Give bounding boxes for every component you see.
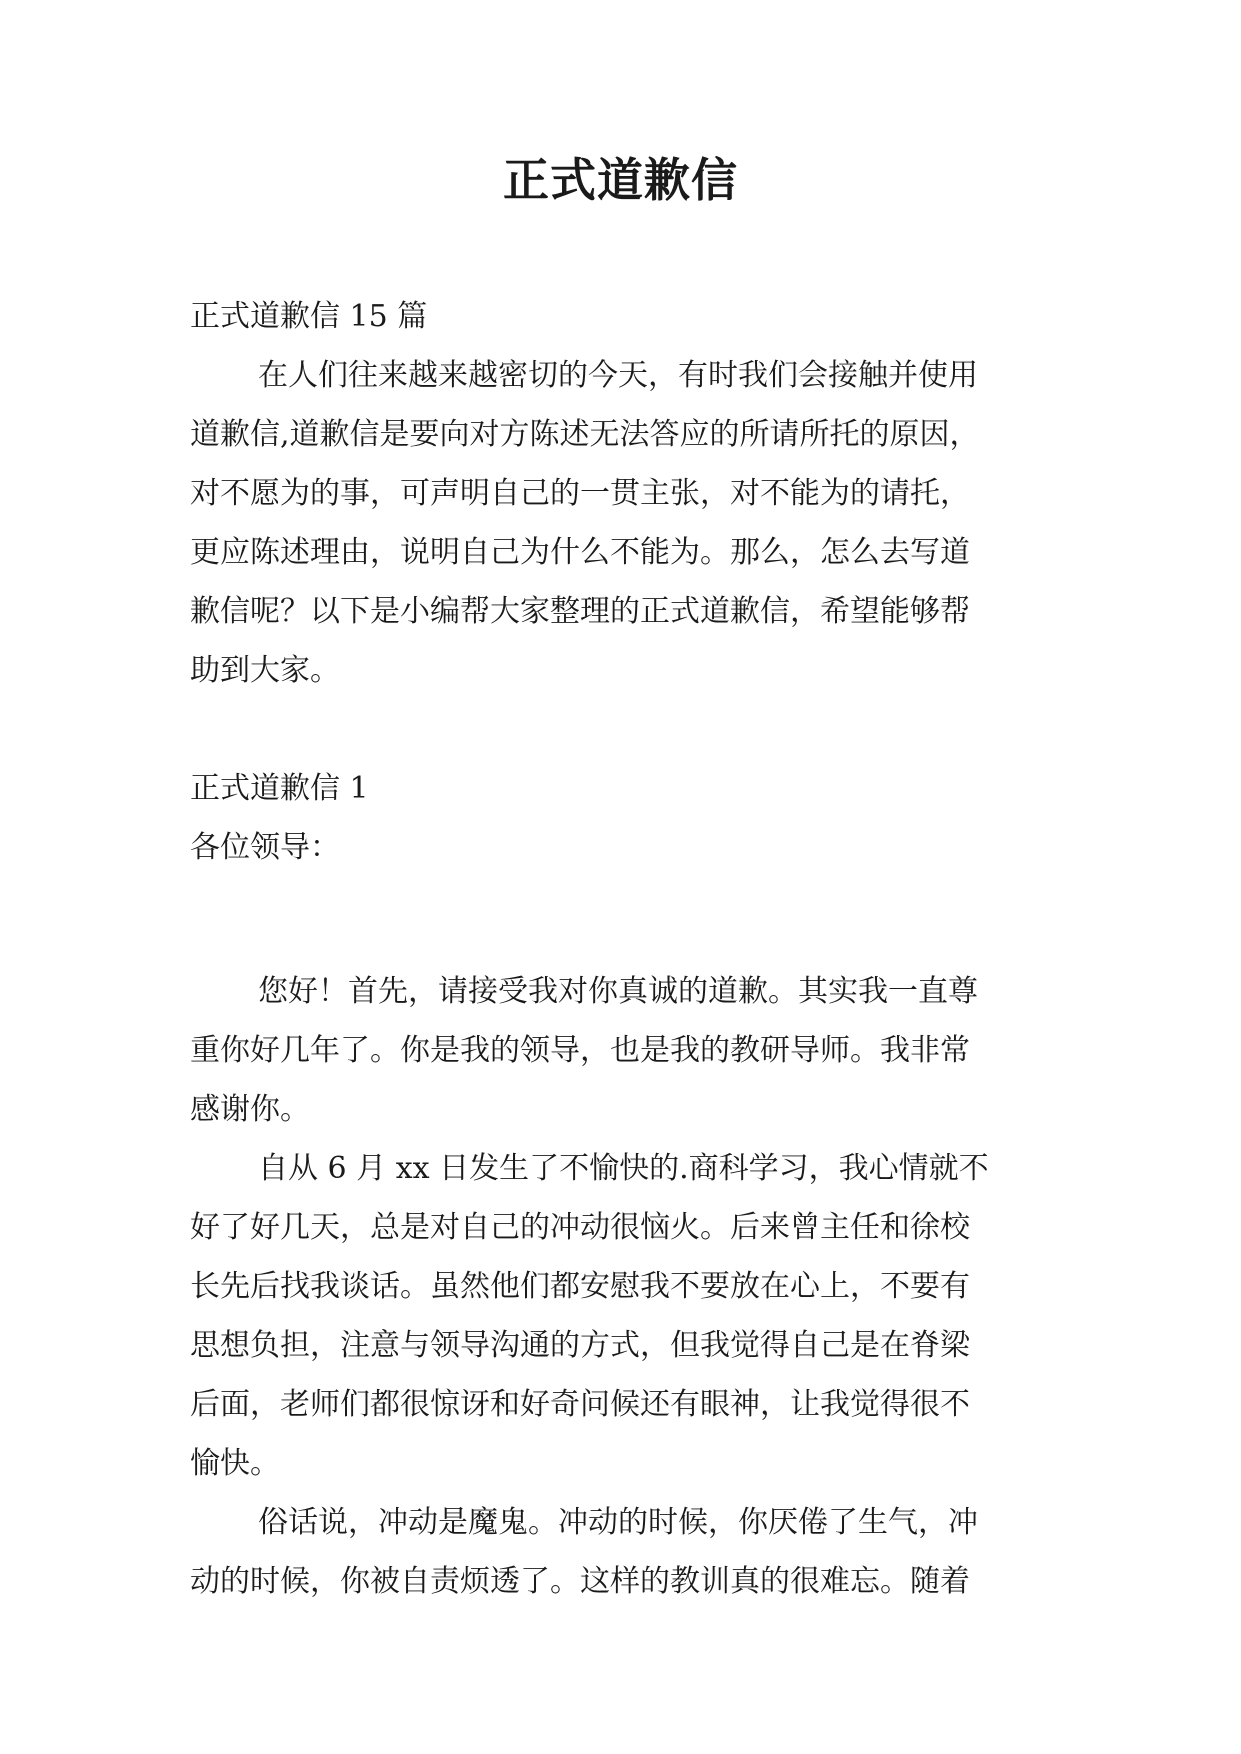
paragraph-line: 愉快。 xyxy=(190,1446,280,1481)
document-body xyxy=(190,287,1060,1611)
paragraph-line: 自从 6 月 xx 日发生了不愉快的.商科学习，我心情就不 xyxy=(258,1151,989,1186)
paragraph-line: 后面，老师们都很惊讶和好奇问候还有眼神，让我觉得很不 xyxy=(190,1387,970,1422)
spacer xyxy=(190,700,1060,759)
paragraph-line: 重你好几年了。你是我的领导，也是我的教研导师。我非常 xyxy=(190,1033,970,1068)
paragraph-2 xyxy=(190,1139,1060,1493)
paragraph-line: 更应陈述理由，说明自己为什么不能为。那么，怎么去写道 xyxy=(190,535,970,570)
salutation: 各位领导： xyxy=(190,830,340,865)
paragraph-line: 您好！首先，请接受我对你真诚的道歉。其实我一直尊 xyxy=(258,974,978,1009)
paragraph-line: 思想负担，注意与领导沟通的方式，但我觉得自己是在脊梁 xyxy=(190,1328,970,1363)
spacer xyxy=(190,936,1060,962)
document-subtitle: 正式道歉信 15 篇 xyxy=(190,299,428,334)
paragraph-line: 动的时候，你被自责烦透了。这样的教训真的很难忘。随着 xyxy=(190,1564,970,1599)
paragraph-line: 好了好几天，总是对自己的冲动很恼火。后来曾主任和徐校 xyxy=(190,1210,970,1245)
paragraph-line: 道歉信,道歉信是要向对方陈述无法答应的所请所托的原因， xyxy=(190,417,980,452)
paragraph-line: 歉信呢？以下是小编帮大家整理的正式道歉信，希望能够帮 xyxy=(190,594,970,629)
document-title: 正式道歉信 xyxy=(503,153,738,207)
paragraph-1 xyxy=(190,962,1060,1139)
paragraph-line: 对不愿为的事，可声明自己的一贯主张，对不能为的请托， xyxy=(190,476,970,511)
intro-paragraph xyxy=(190,346,1060,700)
paragraph-line: 在人们往来越来越密切的今天，有时我们会接触并使用 xyxy=(258,358,978,393)
paragraph-3 xyxy=(190,1493,1060,1611)
paragraph-line: 长先后找我谈话。虽然他们都安慰我不要放在心上，不要有 xyxy=(190,1269,970,1304)
section-heading: 正式道歉信 1 xyxy=(190,771,369,806)
spacer xyxy=(190,877,1060,936)
paragraph-line: 助到大家。 xyxy=(190,653,340,688)
paragraph-line: 感谢你。 xyxy=(190,1092,310,1127)
paragraph-line: 俗话说，冲动是魔鬼。冲动的时候，你厌倦了生气，冲 xyxy=(258,1505,978,1540)
